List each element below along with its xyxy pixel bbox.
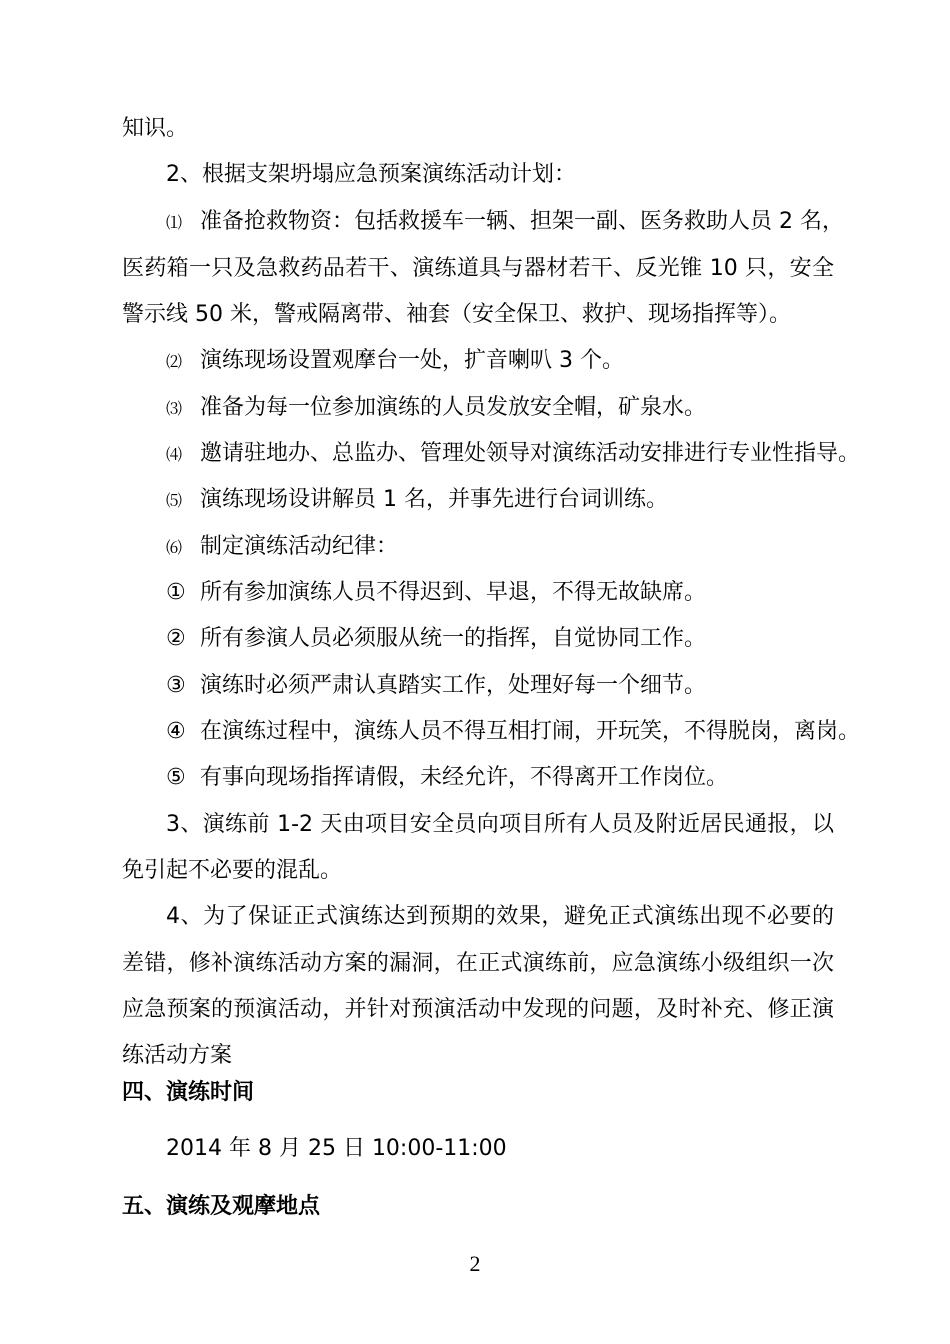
rule-item <box>166 671 706 701</box>
rule-text: 演练时必须严肃认真踏实工作，处理好每一个细节。 <box>200 673 707 698</box>
list-item <box>166 532 398 563</box>
list-item-text: 准备抢救物资：包括救援车一辆、担架一副、医务救助人员 2 名， <box>200 209 844 234</box>
text-line: 2、根据支架坍塌应急预案演练活动计划： <box>166 162 576 187</box>
text-line: 3、演练前 1-2 天由项目安全员向项目所有人员及附近居民通报，以 <box>166 812 834 837</box>
text-line: 医药箱一只及急救药品若干、演练道具与器材若干、反光锥 10 只，安全 <box>122 256 834 281</box>
rule-text: 所有参加演练人员不得迟到、早退，不得无故缺席。 <box>200 580 707 605</box>
text-line: 练活动方案 <box>122 1043 233 1068</box>
section-heading: 五、演练及观摩地点 <box>122 1194 321 1219</box>
list-item <box>166 393 706 424</box>
rule-item <box>166 763 728 793</box>
rule-item <box>166 578 706 608</box>
rule-marker: ④ <box>166 719 186 744</box>
list-marker: ⑹ <box>166 538 183 557</box>
list-item <box>166 346 624 377</box>
list-item-text: 准备为每一位参加演练的人员发放安全帽，矿泉水。 <box>200 395 707 420</box>
text-line: 差错，修补演练活动方案的漏洞，在正式演练前，应急演练小级组织一次 <box>122 951 834 976</box>
drill-time: 2014 年 8 月 25 日 10:00-11:00 <box>166 1136 507 1161</box>
rule-text: 在演练过程中，演练人员不得互相打闹，开玩笑，不得脱岗，离岗。 <box>200 719 861 744</box>
text-line: 免引起不必要的混乱。 <box>122 858 343 883</box>
page-number: 2 <box>469 1251 481 1276</box>
list-marker: ⑷ <box>166 445 183 464</box>
rule-text: 有事向现场指挥请假，未经允许，不得离开工作岗位。 <box>200 765 729 790</box>
rule-marker: ⑤ <box>166 765 186 790</box>
list-item <box>166 439 860 470</box>
text-line: 应急预案的预演活动，并针对预演活动中发现的问题，及时补充、修正演 <box>122 997 834 1022</box>
list-marker: ⑵ <box>166 352 183 371</box>
text-line: 4、为了保证正式演练达到预期的效果，避免正式演练出现不必要的 <box>166 904 834 929</box>
text-line: 知识。 <box>122 116 189 141</box>
rule-marker: ③ <box>166 673 186 698</box>
list-item <box>166 485 668 516</box>
list-marker: ⑶ <box>166 399 183 418</box>
section-heading: 四、演练时间 <box>122 1080 255 1105</box>
list-marker: ⑴ <box>166 213 183 232</box>
rule-marker: ① <box>166 580 186 605</box>
list-item-text: 制定演练活动纪律： <box>200 534 399 559</box>
list-item <box>166 207 844 238</box>
list-item-text: 演练现场设讲解员 1 名，并事先进行台词训练。 <box>200 487 668 512</box>
rule-item <box>166 717 860 747</box>
rule-item <box>166 624 706 654</box>
rule-marker: ② <box>166 626 186 651</box>
text-line: 警示线 50 米，警戒隔离带、袖套（安全保卫、救护、现场指挥等）。 <box>122 302 791 327</box>
rule-text: 所有参演人员必须服从统一的指挥，自觉协同工作。 <box>200 626 707 651</box>
list-marker: ⑸ <box>166 491 183 510</box>
list-item-text: 演练现场设置观摩台一处，扩音喇叭 3 个。 <box>200 348 624 373</box>
list-item-text: 邀请驻地办、总监办、管理处领导对演练活动安排进行专业性指导。 <box>200 441 861 466</box>
